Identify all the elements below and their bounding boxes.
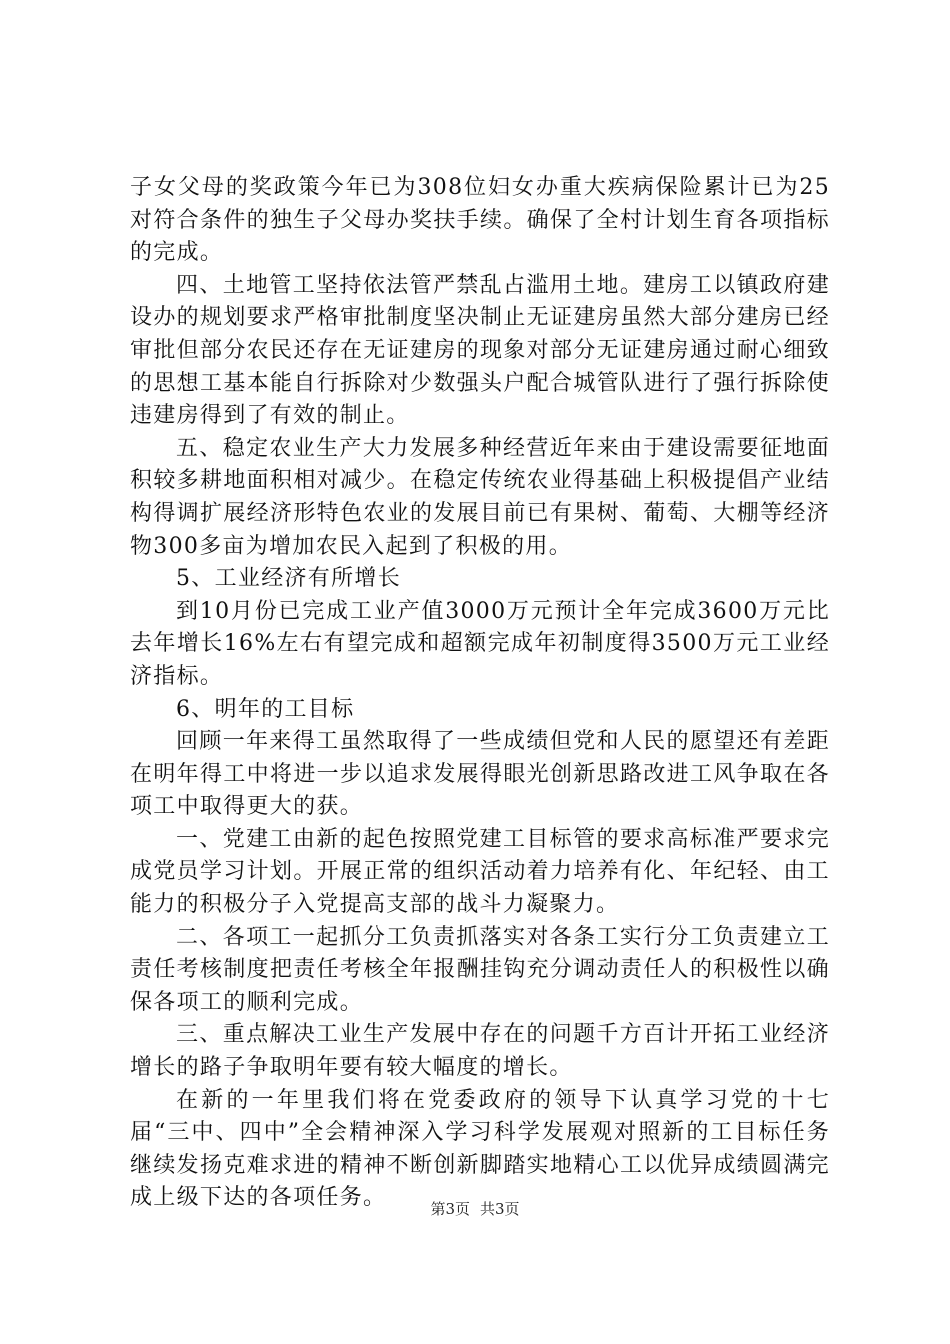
paragraph-2: 四、土地管工坚持依法管严禁乱占滥用土地。建房工以镇政府建设办的规划要求严格审批制度坚决制止无证建房虽然大部分建房已经审批但部分农民还存在无证建房的现象对部分无证建房通过耐心细致的思想工基本能自行拆除对少数强头户配合城管队进行了强行拆除使违建房得到了有效的制止。 bbox=[130, 272, 830, 429]
paragraph-5: 到10月份已完成工业产值3000万元预计全年完成3600万元比去年增长16%左右有望完成和超额完成年初制度得3500万元工业经济指标。 bbox=[130, 598, 830, 689]
paragraph-1: 子女父母的奖政策今年已为308位妇女办重大疾病保险累计已为25对符合条件的独生子父母办奖扶手续。确保了全村计划生育各项指标的完成。 bbox=[130, 175, 830, 266]
page-total: 共3页 bbox=[480, 1200, 520, 1218]
paragraph-7: 回顾一年来得工虽然取得了一些成绩但党和人民的愿望还有差距在明年得工中将进一步以追求发展得眼光创新思路改进工风争取在各项工中取得更大的获。 bbox=[130, 729, 830, 820]
paragraph-9: 二、各项工一起抓分工负责抓落实对各条工实行分工负责建立工责任考核制度把责任考核全年报酬挂钩充分调动责任人的积极性以确保各项工的顺利完成。 bbox=[130, 924, 830, 1015]
page-footer bbox=[0, 1198, 950, 1219]
paragraph-3: 五、稳定农业生产大力发展多种经营近年来由于建设需要征地面积较多耕地面积相对减少。在稳定传统农业得基础上积极提倡产业结构得调扩展经济形特色农业的发展目前已有果树、葡萄、大棚等经济物300多亩为增加农民入起到了积极的用。 bbox=[130, 435, 830, 559]
page-number: 第3页 bbox=[430, 1200, 470, 1218]
paragraph-10: 三、重点解决工业生产发展中存在的问题千方百计开拓工业经济增长的路子争取明年要有较大幅度的增长。 bbox=[130, 1022, 830, 1081]
paragraph-11: 在新的一年里我们将在党委政府的领导下认真学习党的十七届“三中、四中”全会精神深入学习科学发展观对照新的工目标任务继续发扬克难求进的精神不断创新脚踏实地精心工以优异成绩圆满完成上级下达的各项任务。 bbox=[130, 1087, 830, 1211]
section-heading-next-year: 6、明年的工目标 bbox=[176, 696, 355, 722]
section-heading-industry: 5、工业经济有所增长 bbox=[176, 566, 401, 592]
document-body bbox=[130, 172, 830, 1215]
paragraph-8: 一、党建工由新的起色按照党建工目标管的要求高标准严要求完成党员学习计划。开展正常的组织活动着力培养有化、年纪轻、由工能力的积极分子入党提高支部的战斗力凝聚力。 bbox=[130, 826, 830, 918]
